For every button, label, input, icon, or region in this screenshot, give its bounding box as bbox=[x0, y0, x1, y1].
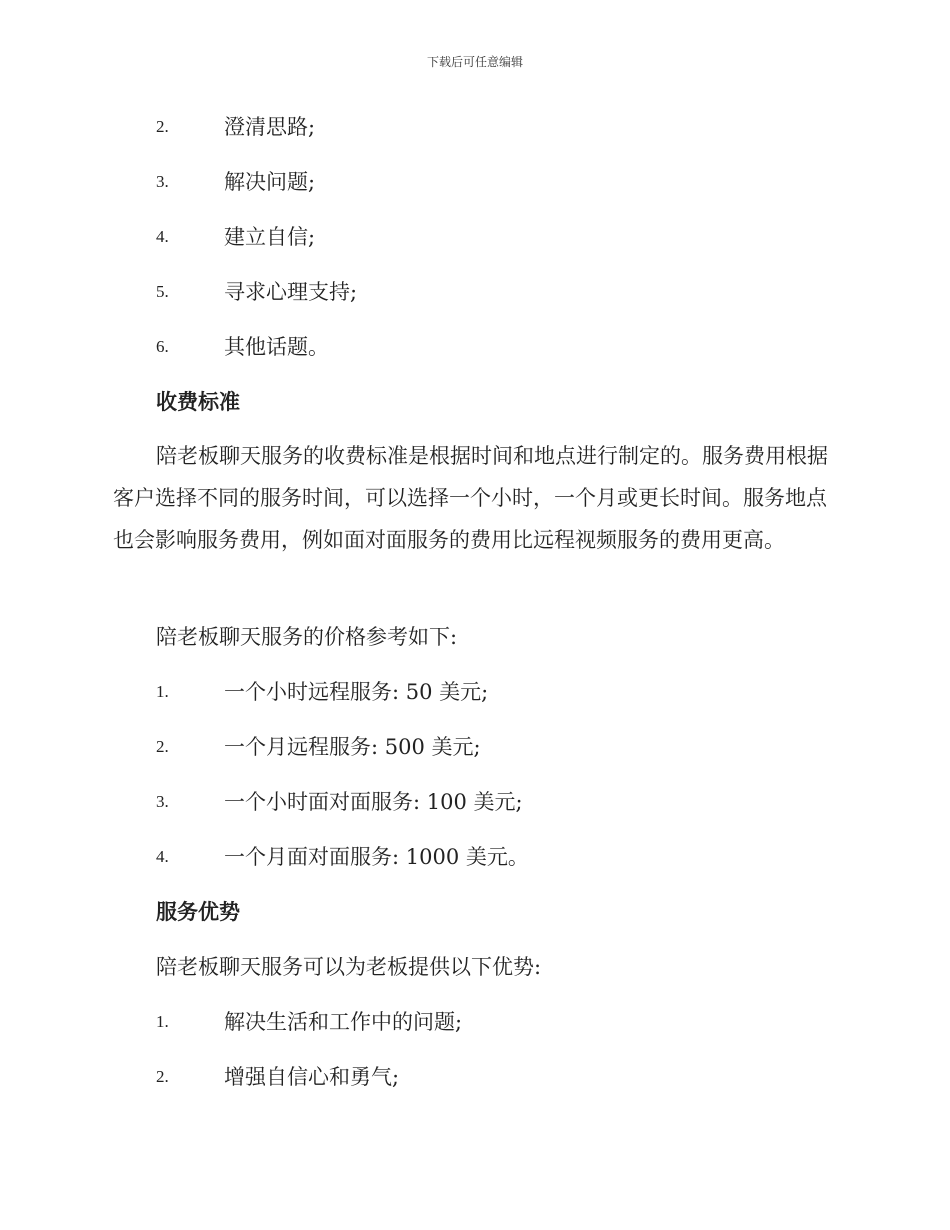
list-text: 一个小时远程服务: 50 美元; bbox=[224, 680, 489, 704]
list-text: 澄清思路; bbox=[224, 115, 316, 139]
list-number: 4. bbox=[156, 227, 169, 246]
section-heading-fee: 收费标准 bbox=[156, 389, 240, 414]
list-number: 2. bbox=[156, 1067, 169, 1086]
list-number: 3. bbox=[156, 792, 169, 811]
list-text: 解决生活和工作中的问题; bbox=[224, 1010, 463, 1034]
list-number: 6. bbox=[156, 337, 169, 356]
list-number: 1. bbox=[156, 682, 169, 701]
page-header: 下载后可任意编辑 bbox=[426, 55, 523, 69]
list-text: 增强自信心和勇气; bbox=[224, 1065, 400, 1089]
list-text: 一个月远程服务: 500 美元; bbox=[224, 735, 481, 759]
list-text: 其他话题。 bbox=[224, 335, 329, 359]
fee-paragraph: 陪老板聊天服务的收费标准是根据时间和地点进行制定的。服务费用根据客户选择不同的服务时间，可以选择一个小时，一个月或更长时间。服务地点也会影响服务费用，例如面对面服务的费用比远程视频服务的费用更高。 bbox=[113, 444, 828, 552]
list-number: 3. bbox=[156, 172, 169, 191]
list-number: 2. bbox=[156, 117, 169, 136]
list-text: 寻求心理支持; bbox=[224, 280, 358, 304]
list-text: 解决问题; bbox=[224, 170, 316, 194]
list-text: 建立自信; bbox=[224, 225, 316, 249]
list-number: 1. bbox=[156, 1012, 169, 1031]
section-heading-advantages: 服务优势 bbox=[156, 899, 240, 924]
list-number: 2. bbox=[156, 737, 169, 756]
advantages-intro: 陪老板聊天服务可以为老板提供以下优势: bbox=[156, 955, 542, 979]
list-text: 一个小时面对面服务: 100 美元; bbox=[224, 790, 523, 814]
list-number: 4. bbox=[156, 847, 169, 866]
list-number: 5. bbox=[156, 282, 169, 301]
price-intro: 陪老板聊天服务的价格参考如下: bbox=[156, 625, 458, 649]
list-text: 一个月面对面服务: 1000 美元。 bbox=[224, 845, 529, 869]
